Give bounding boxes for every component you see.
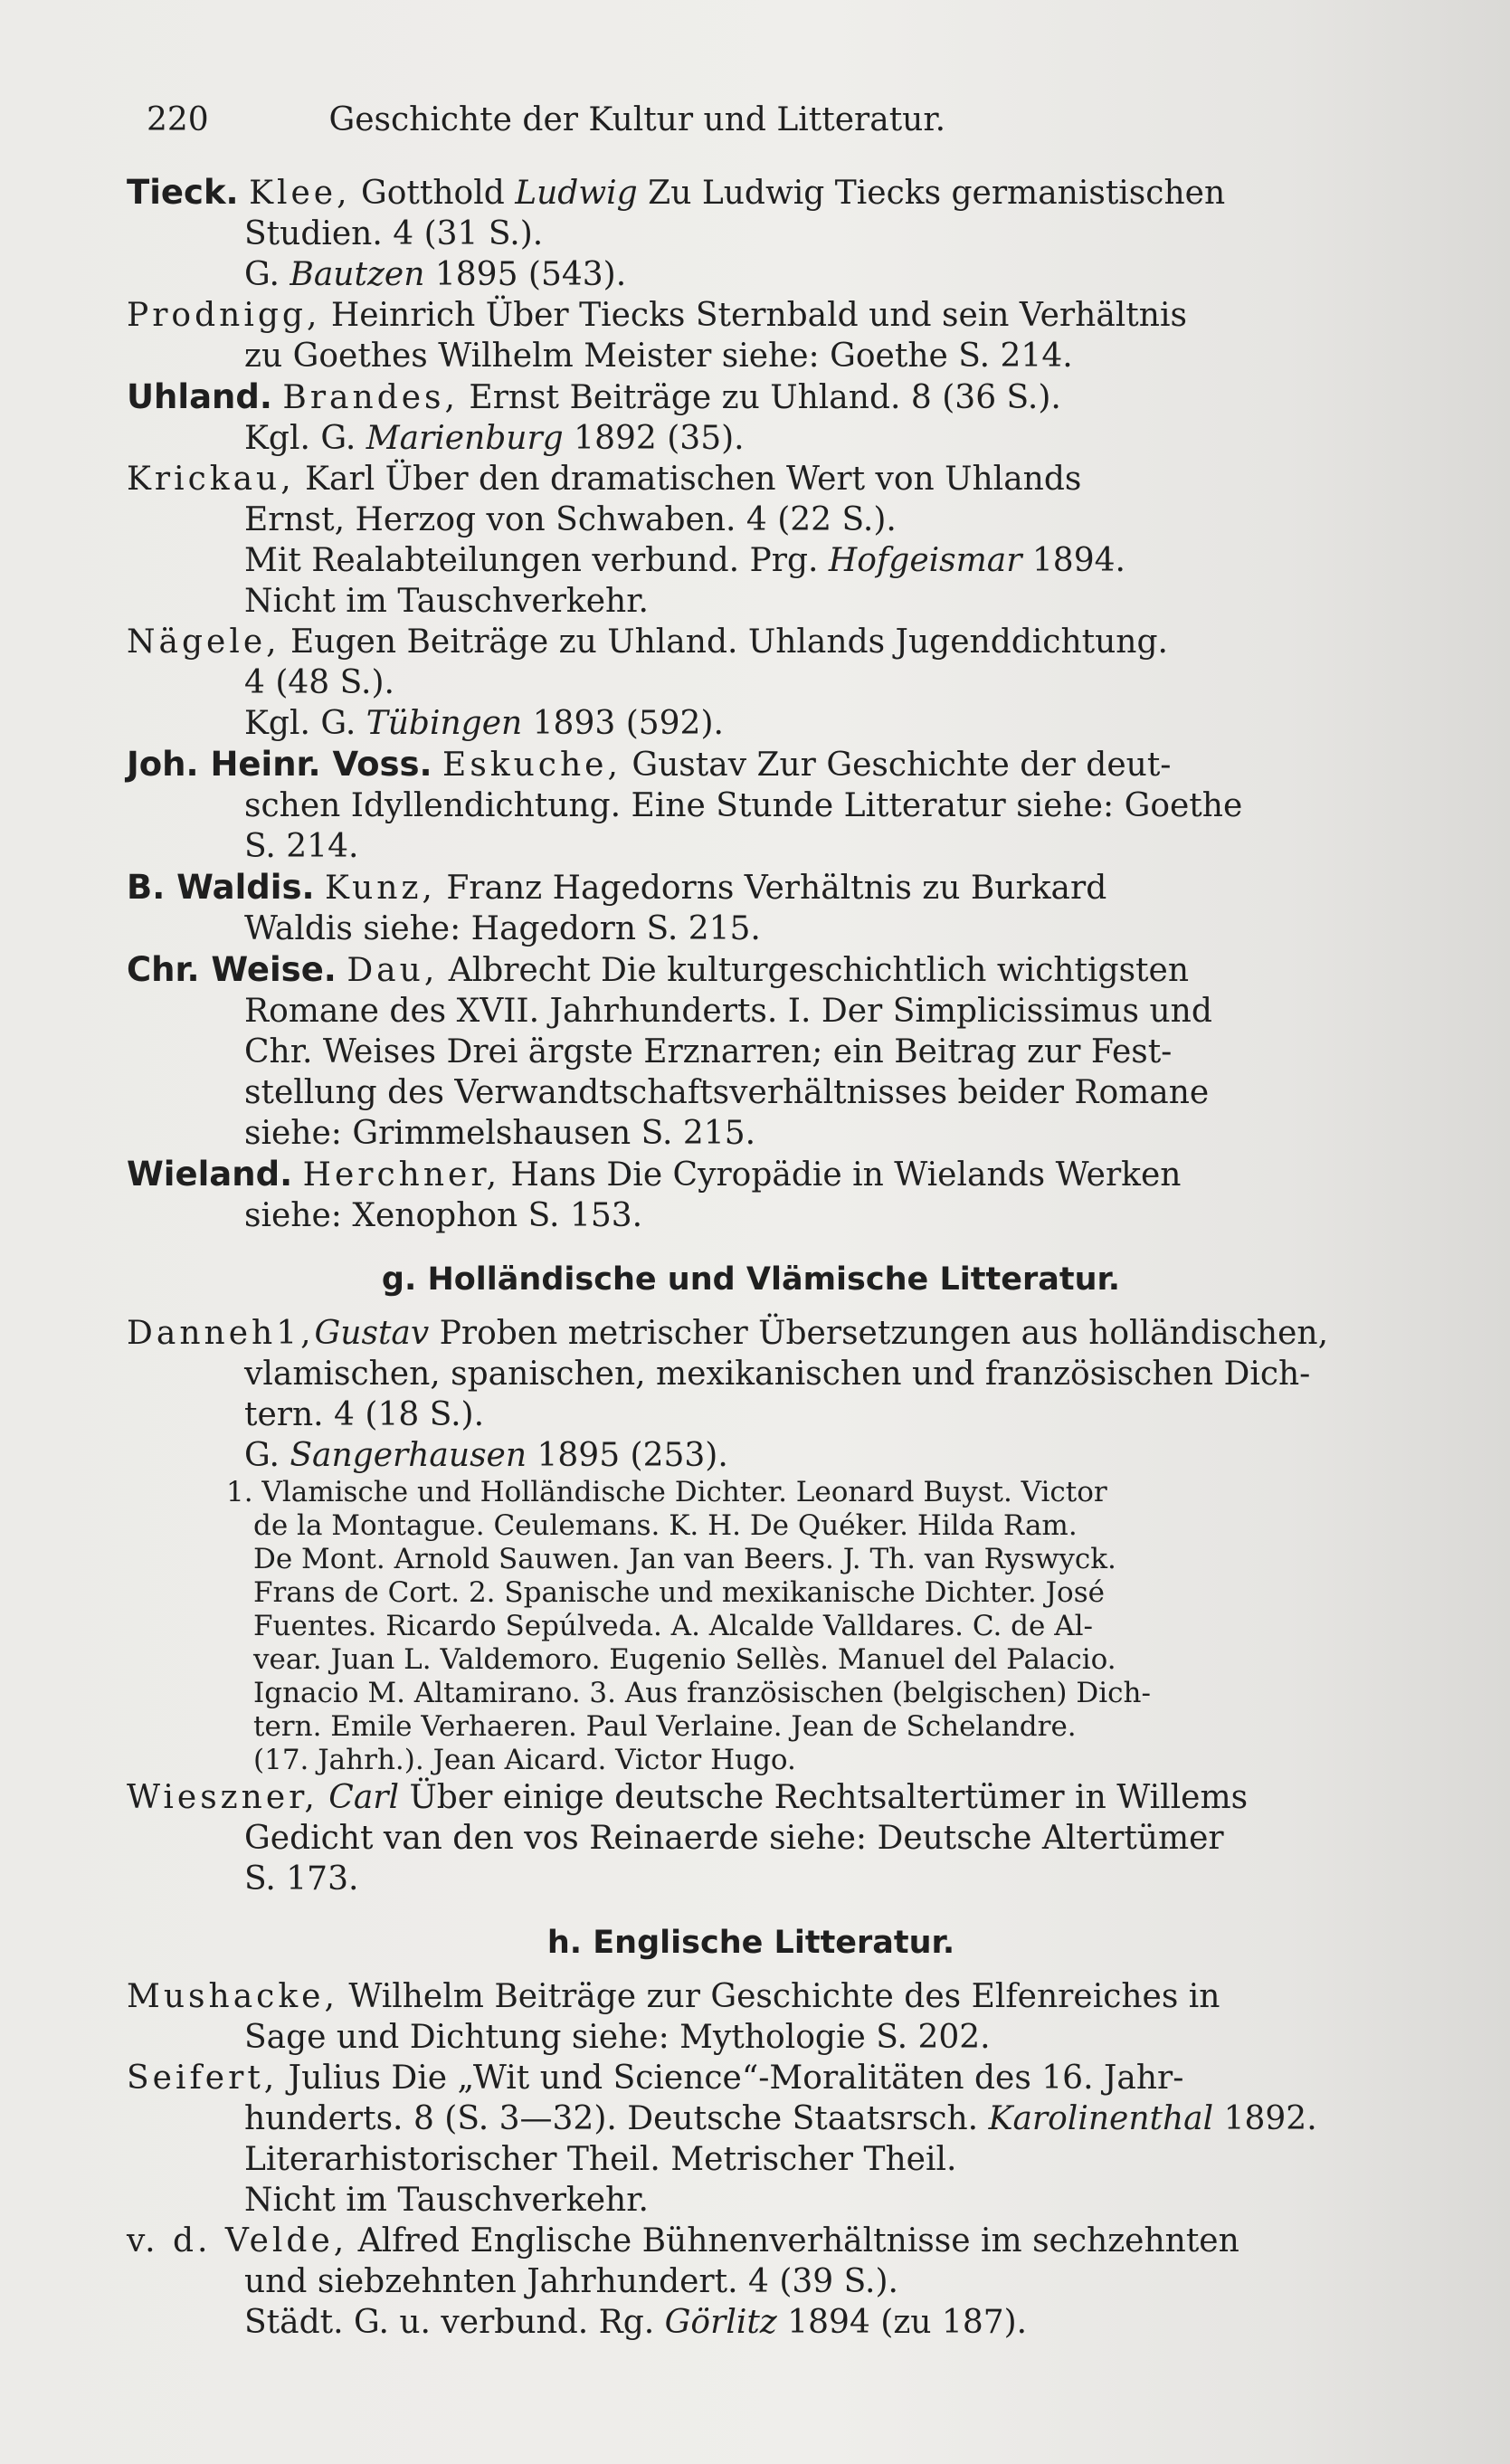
entry-line: Mushacke, Wilhelm Beiträge zur Geschichte des Elfenreiches in bbox=[127, 1978, 1220, 2015]
entry-line: Studien. 4 (31 S.). bbox=[244, 215, 544, 252]
bibliography-entry bbox=[127, 1777, 1375, 1899]
entry-line: Uhland. Brandes, Ernst Beiträge zu Uhland. 8 (36 S.). bbox=[127, 377, 1061, 416]
contents-line: Fuentes. Ricardo Sepúlveda. A. Alcalde Valldares. C. de Al- bbox=[253, 1610, 1093, 1642]
entry-line: vlamischen, spanischen, mexikanischen und französischen Dich- bbox=[244, 1356, 1311, 1393]
entry-line: Städt. G. u. verbund. Rg. Görlitz 1894 (zu 187). bbox=[244, 2304, 1028, 2341]
entry-line: Krickau, Karl Über den dramatischen Wert von Uhlands bbox=[127, 461, 1082, 498]
bibliography-entry bbox=[127, 622, 1375, 744]
entry-line: Gedicht van den vos Reinaerde siehe: Deutsche Altertümer bbox=[244, 1820, 1224, 1857]
entry-line: Joh. Heinr. Voss. Eskuche, Gustav Zur Geschichte der deut- bbox=[127, 745, 1172, 784]
contents-line: tern. Emile Verhaeren. Paul Verlaine. Jean de Schelandre. bbox=[253, 1710, 1077, 1743]
entry-line: S. 173. bbox=[244, 1860, 359, 1898]
entries-dutch-flemish bbox=[127, 1313, 1375, 1476]
contents-line: (17. Jahrh.). Jean Aicard. Victor Hugo. bbox=[253, 1744, 796, 1776]
section-heading-g: g. Holländische und Vlämische Litteratur. bbox=[381, 1261, 1121, 1298]
entry-line: v. d. Velde, Alfred Englische Bühnenverhältnisse im sechzehnten bbox=[127, 2222, 1239, 2259]
entry-line: G. Sangerhausen 1895 (253). bbox=[244, 1437, 728, 1474]
entry-line: Kgl. G. Tübingen 1893 (592). bbox=[244, 705, 724, 742]
entry-line: G. Bautzen 1895 (543). bbox=[244, 256, 627, 293]
contents-note bbox=[127, 1476, 1375, 1777]
entry-line: schen Idyllendichtung. Eine Stunde Litteratur siehe: Goethe bbox=[244, 787, 1243, 824]
bibliography-entry bbox=[127, 172, 1375, 295]
entry-line: siehe: Grimmelshausen S. 215. bbox=[244, 1115, 756, 1152]
entry-line: siehe: Xenophon S. 153. bbox=[244, 1197, 643, 1234]
entries-authors bbox=[127, 172, 1375, 1236]
entries-dutch-flemish-2 bbox=[127, 1777, 1375, 1899]
entry-line: Nicht im Tauschverkehr. bbox=[244, 583, 649, 620]
bibliography-entry bbox=[127, 459, 1375, 622]
contents-line: de la Montague. Ceulemans. K. H. De Quéker. Hilda Ram. bbox=[253, 1509, 1078, 1542]
entry-line: Waldis siehe: Hagedorn S. 215. bbox=[244, 910, 761, 947]
bibliography-entry bbox=[127, 2221, 1375, 2343]
entries-english bbox=[127, 1976, 1375, 2343]
bibliography-entry bbox=[127, 376, 1375, 459]
entry-line: Mit Realabteilungen verbund. Prg. Hofgeismar 1894. bbox=[244, 542, 1125, 579]
entry-line: Nicht im Tauschverkehr. bbox=[244, 2182, 649, 2219]
entry-line: Nägele, Eugen Beiträge zu Uhland. Uhlands Jugenddichtung. bbox=[127, 623, 1168, 661]
bibliography-text bbox=[127, 172, 1375, 2343]
contents-line: Ignacio M. Altamirano. 3. Aus französischen (belgischen) Dich- bbox=[253, 1677, 1151, 1709]
entry-line: Sage und Dichtung siehe: Mythologie S. 202. bbox=[244, 2019, 991, 2056]
contents-line: Frans de Cort. 2. Spanische und mexikanische Dichter. José bbox=[253, 1576, 1105, 1609]
bibliography-entry bbox=[127, 1313, 1375, 1476]
bibliography-entry bbox=[127, 1154, 1375, 1236]
page-number: 220 bbox=[147, 101, 209, 138]
entry-line: und siebzehnten Jahrhundert. 4 (39 S.). bbox=[244, 2263, 898, 2300]
entry-line: Prodnigg, Heinrich Über Tiecks Sternbald und sein Verhältnis bbox=[127, 297, 1187, 334]
bibliography-entry bbox=[127, 744, 1375, 867]
entry-line: Tieck. Klee, Gotthold Ludwig Zu Ludwig Tiecks germanistischen bbox=[127, 173, 1226, 212]
bibliography-entry bbox=[127, 1976, 1375, 2058]
contents-line: De Mont. Arnold Sauwen. Jan van Beers. J. Th. van Ryswyck. bbox=[253, 1543, 1116, 1575]
entry-line: Literarhistorischer Theil. Metrischer Theil. bbox=[244, 2141, 957, 2178]
entry-line: Danneh1,Gustav Proben metrischer Übersetzungen aus holländischen, bbox=[127, 1315, 1329, 1352]
section-heading-h: h. Englische Litteratur. bbox=[546, 1925, 955, 1961]
bibliography-entry bbox=[127, 295, 1375, 376]
page-header bbox=[147, 101, 1051, 138]
entry-line: hunderts. 8 (S. 3—32). Deutsche Staatsrsch. Karolinenthal 1892. bbox=[244, 2100, 1317, 2137]
entry-line: Chr. Weises Drei ärgste Erznarren; ein Beitrag zur Fest- bbox=[244, 1033, 1173, 1070]
entry-line: Kgl. G. Marienburg 1892 (35). bbox=[244, 420, 745, 457]
entry-line: Chr. Weise. Dau, Albrecht Die kulturgeschichtlich wichtigsten bbox=[127, 950, 1190, 989]
entry-line: Wieland. Herchner, Hans Die Cyropädie in Wielands Werken bbox=[127, 1155, 1182, 1194]
bibliography-entry bbox=[127, 949, 1375, 1154]
running-title: Geschichte der Kultur und Litteratur. bbox=[328, 101, 946, 138]
entry-line: Seifert, Julius Die „Wit und Science“-Moralitäten des 16. Jahr- bbox=[127, 2060, 1184, 2097]
entry-line: tern. 4 (18 S.). bbox=[244, 1396, 485, 1433]
entry-line: 4 (48 S.). bbox=[244, 664, 394, 701]
entry-line: zu Goethes Wilhelm Meister siehe: Goethe S. 214. bbox=[244, 338, 1073, 375]
entry-line: Romane des XVII. Jahrhunderts. I. Der Simplicissimus und bbox=[244, 993, 1212, 1030]
bibliography-entry bbox=[127, 867, 1375, 949]
bibliography-entry bbox=[127, 2058, 1375, 2221]
entry-line: B. Waldis. Kunz, Franz Hagedorns Verhältnis zu Burkard bbox=[127, 868, 1107, 907]
entry-line: Ernst, Herzog von Schwaben. 4 (22 S.). bbox=[244, 501, 897, 538]
entry-line: S. 214. bbox=[244, 828, 359, 865]
contents-line: 1. Vlamische und Holländische Dichter. Leonard Buyst. Victor bbox=[226, 1476, 1107, 1508]
contents-line: vear. Juan L. Valdemoro. Eugenio Sellès. Manuel del Palacio. bbox=[253, 1643, 1116, 1676]
entry-line: stellung des Verwandtschaftsverhältnisses beider Romane bbox=[244, 1074, 1210, 1111]
entry-line: Wieszner, Carl Über einige deutsche Rechtsaltertümer in Willems bbox=[127, 1779, 1249, 1816]
